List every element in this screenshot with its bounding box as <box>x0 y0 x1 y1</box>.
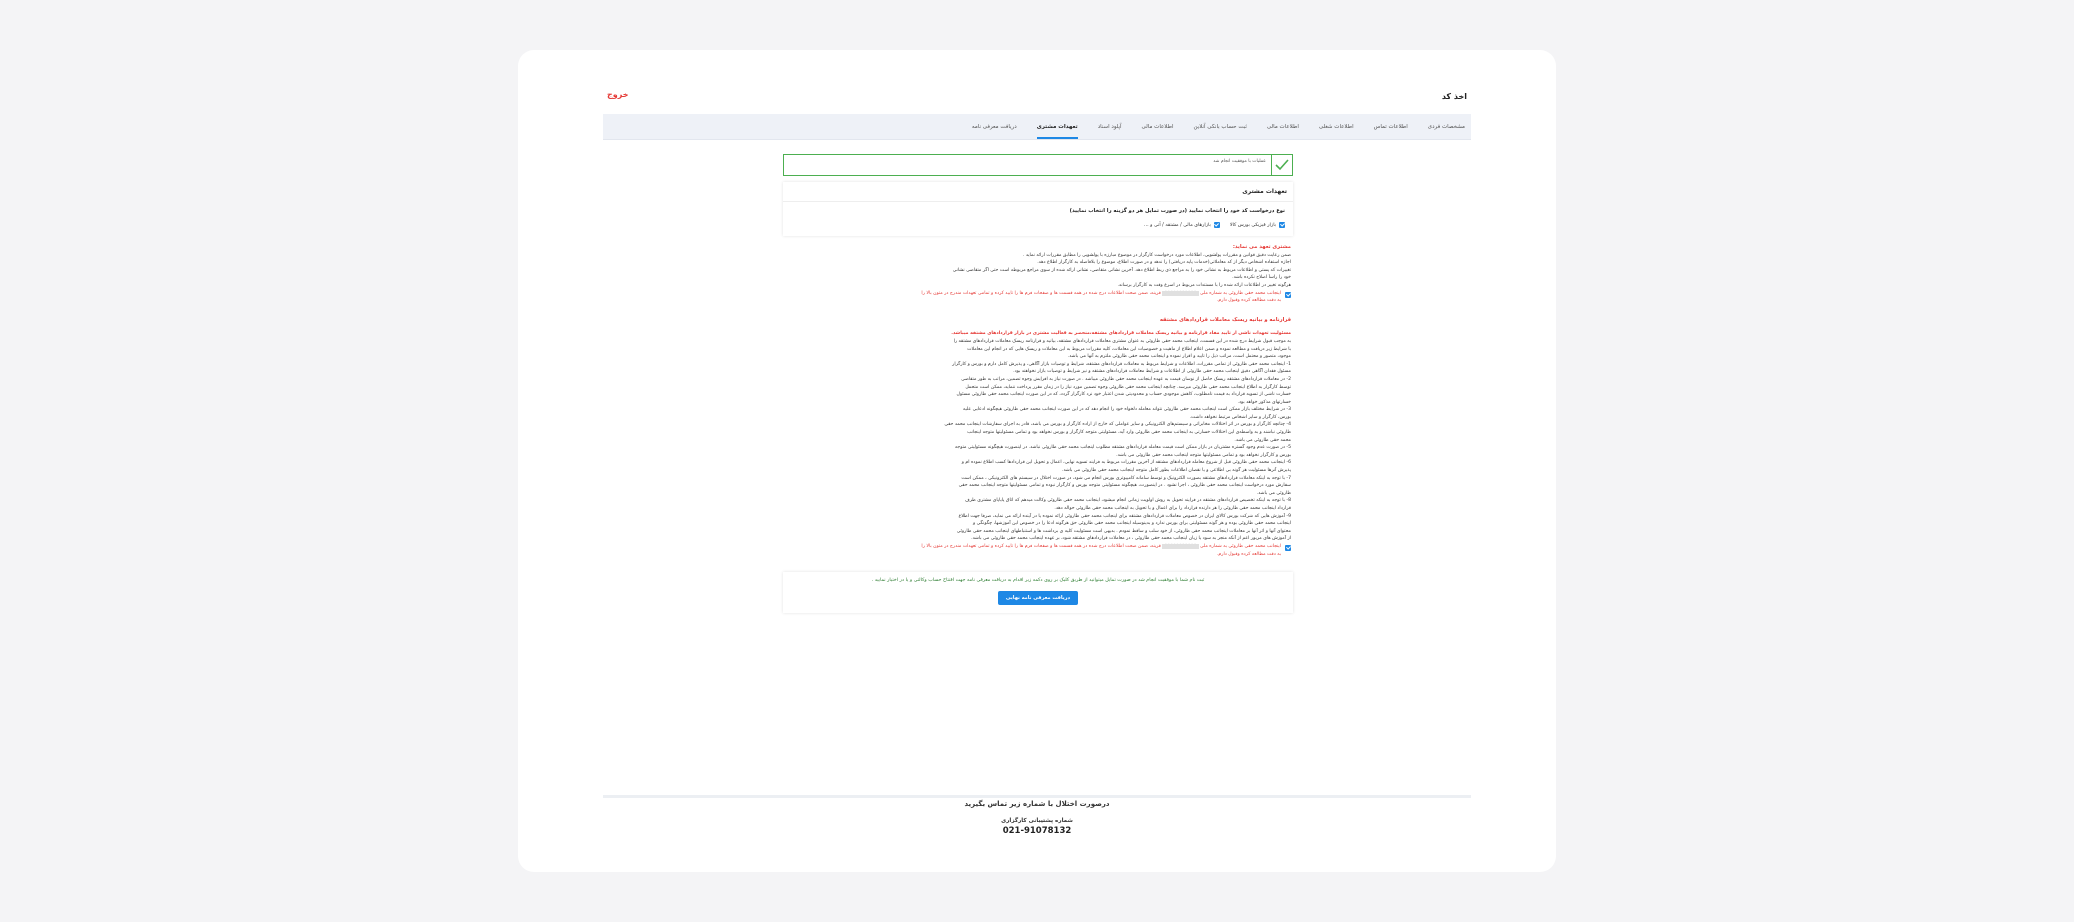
success-note: ثبت نام شما با موفقیت انجام شد در صورت تمایل میتوانید از طریق کلیک بر روی دکمه زیر اقدام به دریافت معرفی نامه جهت افتتاح حساب وکالتی و یا در اختیار نمایید . <box>871 578 1205 584</box>
risk-line: با شرایط زیر دریافت و مطالعه نموده و ضمن اعلام اطلاع از ماهیت و خصوصیات این معاملات، کلیه مقررات مربوط به این معاملات و ریسک هایی که در انجام این معاملات <box>967 346 1291 352</box>
success-message: عملیات با موفقیت انجام شد <box>1213 159 1266 164</box>
risk-line: 5- در صورت عدم وجود گستره مشتریان در بازار ممکن است قیمت معامله قراردادهای مشتقه مطلوب اینجانب محمد حقی طاروئی نباشد. در اینصورت هیچگونه مسئولیتی متوجه <box>954 445 1291 451</box>
risk-line: بورس، کارگزار و سایر اشخاص مرتبط نخواهد داشت. <box>1189 414 1291 420</box>
support-label: شماره پشتیبانی کارگزاری <box>1001 818 1073 824</box>
derivatives-risk-section <box>783 317 1293 558</box>
risk-line: 7- با توجه به اینکه معاملات قراردادهای مشتقه بصورت الکترونیک و توسط سامانه کامپیوتری بورس انجام می شود، در صورت اختلال در سیستم های الکترونیکی ، ممکن است <box>961 475 1291 481</box>
risk-line: 8- با توجه به اینکه تخصیص قراردادهای مشتقه در فرایند تحویل به روش اولویت زمانی انجام میشود، اینجانب محمد حقی طاروئی وکالت میدهم که اتاق پایاپای مشتری طرف <box>964 498 1291 504</box>
commitment-line: ضمن رعایت دقیق قوانین و مقررات پولشویی، اطلاعات مورد درخواست کارگزار در موضوع مبارزه با پولشویی را مطابق مقررات ارائه نماید . <box>1022 252 1291 258</box>
section-title: مشتری تعهد می نماید: <box>1232 244 1291 250</box>
risk-line: به موجب قبول شرایط درج شده در این قسمت، اینجانب محمد حقی طاروئی به عنوان مشتری معاملات قراردادهای مشتقه، بیانیه و قرارنامه ریسک معاملات قراردادهای مشتقه را <box>953 338 1291 344</box>
tab-receive-letter[interactable]: دریافت معرفی نامه <box>971 123 1017 130</box>
tab-upload-documents[interactable]: آپلود اسناد <box>1097 123 1122 130</box>
tab-contact-info[interactable]: اطلاعات تماس <box>1373 123 1408 130</box>
risk-line: 2- در معاملات قراردادهای مشتقه ریسک حاصل از نوسان قیمت به عهده اینجانب محمد حقی طاروئی میباشد . در صورت نیاز به افزایش وجوه تضمین، مراتب به طور متقاضی <box>961 376 1291 382</box>
request-type-question: نوع درخواست کد خود را انتخاب نمایید (در صورت تمایل هر دو گزینه را انتخاب نمایید) <box>1069 208 1285 214</box>
panel-title: تعهدات مشتری <box>783 182 1293 202</box>
agreement-suffix: قرینه، ضمن صحت اطلاعات درج شده در همه قسمت ها و صفحات فرم ها را تایید کرده و تمامی تعهدات مندرج در متون بالا را <box>921 543 1161 549</box>
risk-line: پذیرش آنرها مسئولیت هر گونه بی اطلاعی و یا نقصان اطلاعات بطور کامل متوجه اینجانب محمد حقی طاروئی می باشد. <box>1062 468 1291 474</box>
risk-line: خسارتهای مذکور خواهد بود. <box>1237 399 1291 405</box>
risk-line: موجود، متصور و محتمل است، مراتب ذیل را تایید و اقرار نموده و اینجانب محمد حقی طاروئی ملتزم به آنها می باشد. <box>1067 354 1291 360</box>
commitment-line: هرگونه تغییر در اطلاعات ارائه شده را با مستندات مربوط در اسرع وقت به کارگزار برساند. <box>1117 282 1291 288</box>
commitment-line: اجازه استفاده اشخاص دیگر از کد معاملاتی(خدمات پایه دریافتی) را ندهد و در صورت اطلاع، موضوع را بلافاصله به کارگزار اطلاع دهد. <box>1037 260 1291 266</box>
agreement-checkbox[interactable] <box>1285 292 1291 298</box>
agreement-row[interactable] <box>785 543 1291 558</box>
tab-financial-info[interactable]: اطلاعات مالی <box>1266 123 1299 130</box>
agreement-suffix: قرینه، ضمن صحت اطلاعات درج شده در همه قسمت ها و صفحات فرم ها را تایید کرده و تمامی تعهدات مندرج در متون بالا را <box>921 290 1161 296</box>
national-id-masked: 00000000000 <box>1164 543 1197 549</box>
tab-job-info[interactable]: اطلاعات شغلی <box>1318 123 1354 130</box>
step-tabs <box>603 114 1471 140</box>
logout-link[interactable]: خروج <box>607 90 629 99</box>
check-icon <box>1271 155 1292 175</box>
top-bar <box>603 84 1471 115</box>
risk-line: سفارش مورد درخواست اینجانب محمد حقی طاروئی ، اجرا نشود . در اینصورت، هیچگونه مسئولیتی متوجه بورس و کارگزار نبوده و تمامی مسئولیتها متوجه اینجانب محمد حقی <box>958 483 1291 489</box>
risk-line: از آموزش های مزبور اعم از آنکه منجر به سود یا زیان اینجانب محمد حقی طاروئی ، در معاملات قراردادهای مشتقه شود، بر عهده اینجانب محمد حقی طاروئی می باشد. <box>971 536 1291 542</box>
risk-line: قرارداد اینجانب محمد حقی طاروئی را هر دارنده قرارداد را برای اعمال و یا تحویل به اینجانب محمد حقی طاروئی حواله دهد. <box>1054 506 1291 511</box>
risk-line: 1- اینجانب محمد حقی طاروئی از تمامی مقررات، اطلاعات و شرایط مربوط به معاملات قراردادهای مشتقه، شرایط و توصیات بازار آگاهی، و پذیرش کامل دارم و بورس و کارگزار <box>952 361 1291 367</box>
commitment-line: خود را راساً اصلاح نکرده باشد. <box>1232 275 1291 281</box>
option-commodity-market[interactable]: بازار فیزیکی بورس کالا <box>1230 222 1285 228</box>
risk-line: محتوای آنها و اثر آنها بر معاملات اینجانب محمد حقی طاروئی، از خود سلب و ساقط نمودم . بدیهی است مسئولیت کلیه ی برداشت ها و استنباطهای اینجانب محمد حقی طاروئی <box>956 528 1291 534</box>
agreement-end: به دقت مطالعه کرده وقبول دارم. <box>1216 551 1281 557</box>
risk-line: مسئول فقدان آگاهی دقیق اینجانب محمد حقی طاروئی از اطلاعات و شرایط معاملات قراردادهای مشتقه و نیز شرایط و توصیات بازار نخواهند بود. <box>1013 369 1291 375</box>
tab-personal-info[interactable]: مشخصات فردی <box>1427 123 1465 130</box>
agreement-row[interactable] <box>785 290 1291 305</box>
risk-line: خسارت ناشی از تسویه قرارداد به قیمت نامطلوب، کاهش موجودی حساب و محدودیتی شدن اعتبار خود نزد کارگزار گردد، که در این صورت اینجانب محمد حقی طاروئی مسئول <box>956 392 1291 398</box>
risk-line: اینجانب محمد حقی طاروئی بوده و هر گونه مسئولیتی برای بورس ندارد و بدینوسیله اینجانب محمد حقی طاروئی حق هرگونه ادعا را در خصوص این آموزشها، چگونگی و <box>973 521 1291 527</box>
agreement-end: به دقت مطالعه کرده وقبول دارم. <box>1216 298 1281 304</box>
risk-line: 9- آموزش هایی که شرکت بورس کالای ایران در خصوص معاملات قراردادهای مشتقه برای اینجانب محمد حقی طاروئی ارائه نموده یا در آینده ارائه می نماید، صرفا جهت اطلاع <box>958 513 1291 519</box>
agreement-checkbox[interactable] <box>1285 545 1291 551</box>
agreement-prefix: اینجانب محمد حقی طاروئی به شماره ملی <box>1199 290 1281 296</box>
final-action-panel <box>783 572 1293 613</box>
section-subtitle: مسئولیت تعهدات ناشی از تایید مفاد قرارنامه و بیانیه ریسک معاملات قراردادهای مشتقه،منحصر به فعالیت مشتری در بازار قراردادهای مشتقه میباشد. <box>951 331 1291 337</box>
footer-divider <box>603 795 1471 798</box>
risk-line: 6- اینجانب محمد حقی طاروئی قبل از شروع معامله قراردادهای مشتقه از آخرین مقررات مربوط به فرایند تسویه نهایی، اعمال و تحویل این قراردادها کسب اطلاع نموده ام و <box>961 460 1291 466</box>
section-title: قرارنامه و بیانیه ریسک معاملات قراردادهای مشتقه <box>1159 316 1291 323</box>
brand-title: اخذ کد <box>1441 92 1467 101</box>
commitment-line: تغییرات کد پستی و اطلاعات مربوط به نشانی خود را به مراجع ذی ربط اطلاع دهد. آخرین نشانی متقاضی، نشانی ارائه شده از سوی مراجع مربوطه است حتی اگر متقاضی نشانی <box>952 267 1291 273</box>
risk-line: بورس و کارگزار نخواهد بود و تمامی مسئولیتها متوجه اینجانب محمد حقی طاروئی می باشد. <box>1116 452 1291 458</box>
main-content <box>783 154 1293 613</box>
support-footer <box>518 800 1556 836</box>
tab-financial-info-2[interactable]: اطلاعات مالی <box>1141 123 1174 130</box>
checkbox-checked-icon[interactable] <box>1214 222 1220 228</box>
national-id-masked: 00000000000 <box>1164 290 1197 296</box>
risk-line: 4- چنانچه کارگزار و بورس در اثر اختلالات مخابراتی و سیستم‌های الکترونیکی و سایر عواملی که خارج از اراده کارگزار و بورس می باشد، قادر به اجرای سفارشات اینجانب محمد حقی <box>944 422 1291 428</box>
support-instruction: درصورت اختلال با شماره زیر تماس بگیرید <box>964 800 1110 808</box>
agreement-prefix: اینجانب محمد حقی طاروئی به شماره ملی <box>1199 543 1281 549</box>
risk-line: طاروئی می باشد. <box>1256 490 1291 496</box>
risk-line: طاروئی نباشند و به واسطه‌ی این اختلالات خسارتی به اینجانب محمد حقی طاروئی وارد آید، مسئولیتی متوجه کارگزار و بورس نخواهد بود و تمامی مسئولیتها متوجه اینجانب <box>967 430 1291 436</box>
commitments-panel <box>783 182 1293 236</box>
tab-online-bank-account[interactable]: ثبت حساب بانکی آنلاین <box>1193 123 1247 130</box>
app-window <box>603 84 1471 800</box>
option-derivatives-market[interactable]: بازارهای مالی / مشتقه / آتی و ... <box>1144 222 1220 228</box>
customer-commitments-section <box>783 244 1293 305</box>
risk-line: توسط کارگزار به اطلاع اینجانب محمد حقی طاروئی میرسد. چنانچه اینجانب محمد حقی طاروئی وجوه تضمین مورد نیاز را در زمان مقرر پرداخت ننماید، ممکن است متحمل <box>965 384 1291 390</box>
support-phone[interactable]: 021-91078132 <box>1002 826 1072 836</box>
tab-customer-commitments[interactable]: تعهدات مشتری <box>1037 114 1078 140</box>
receive-final-letter-button[interactable]: دریافت معرفی نامه نهایی <box>998 591 1078 605</box>
checkbox-checked-icon[interactable] <box>1279 222 1285 228</box>
risk-line: 3- در شرایط مختلف بازار ممکن است اینجانب محمد حقی طاروئی نتواند معامله دلخواه خود را انجام دهد که در این صورت اینجانب محمد حقی طاروئی هیچگونه ادعایی علیه <box>963 407 1291 413</box>
risk-line: محمد حقی طاروئی می باشد. <box>1234 437 1291 443</box>
success-alert <box>783 154 1293 176</box>
